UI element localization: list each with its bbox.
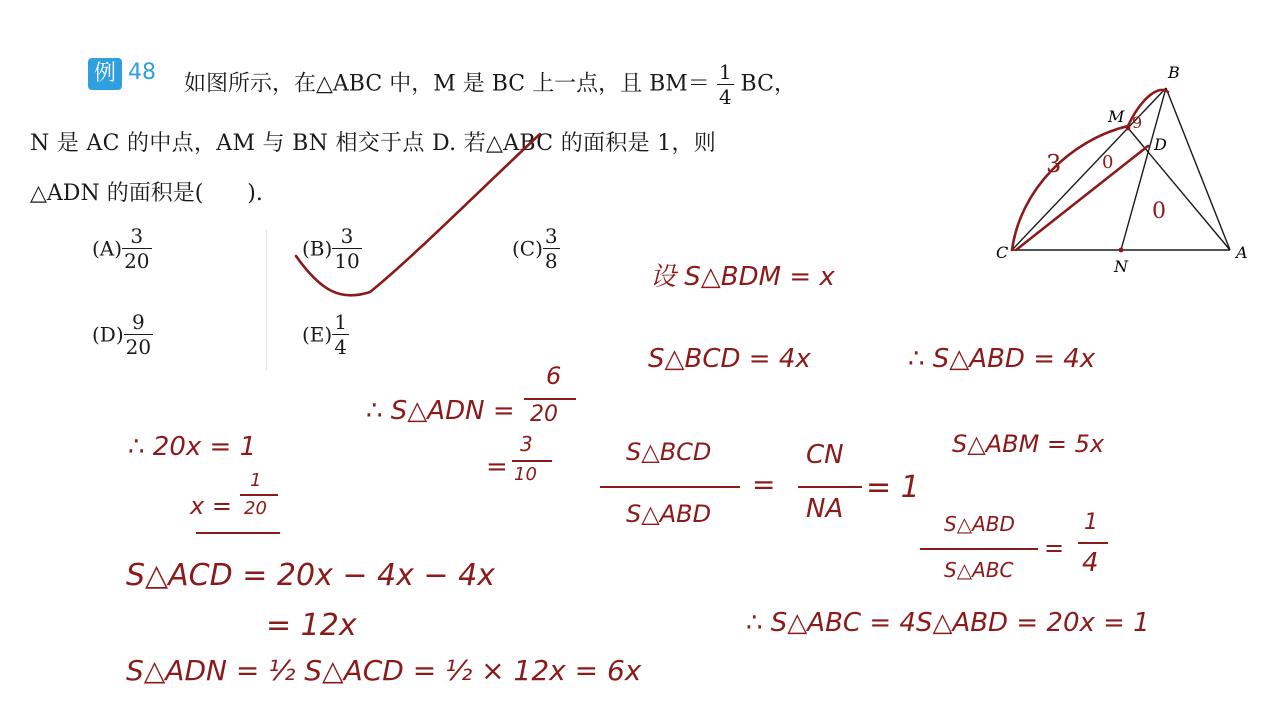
hw-cn-bar xyxy=(798,486,862,488)
checkmark-stroke xyxy=(290,130,550,310)
problem-line-1b: BC， xyxy=(740,71,796,97)
option-c-den: 8 xyxy=(544,249,558,273)
option-b-label: (B) xyxy=(302,236,333,261)
hw-ratio-den: S△ABD xyxy=(626,500,712,528)
option-b-num: 3 xyxy=(332,224,361,249)
hw-frac-bar xyxy=(920,548,1038,550)
option-c-label: (C) xyxy=(512,236,543,261)
option-d-label: (D) xyxy=(92,322,124,347)
example-badge: 例 xyxy=(88,58,122,90)
option-c-num: 3 xyxy=(544,224,558,248)
hw-sadn-final: S△ADN = ½ S△ACD = ½ × 12x = 6x xyxy=(126,654,642,687)
option-a-den: 20 xyxy=(124,249,150,273)
option-a[interactable] xyxy=(92,224,152,273)
annotation-0-upper: 0 xyxy=(1102,152,1114,173)
hw-frac-abc: S△ABC xyxy=(944,558,1014,582)
option-d-den: 20 xyxy=(125,335,152,359)
hw-sadn-top: ∴ S△ADN = xyxy=(366,396,515,426)
problem-line-3: △ADN 的面积是( ). xyxy=(30,181,263,206)
annotation-0-lower: 0 xyxy=(1152,199,1166,224)
hw-let-x: 设 S△BDM = x xyxy=(650,262,835,292)
hw-sadn2-num: 3 xyxy=(520,432,533,456)
point-n xyxy=(1119,248,1124,253)
problem-line-1a: 如图所示，在△ABC 中，M 是 BC 上一点，且 BM＝ xyxy=(184,71,710,97)
hw-eq-2: = xyxy=(1044,534,1065,562)
hw-quarter-bar xyxy=(1078,542,1108,544)
option-d-num: 9 xyxy=(124,310,153,335)
annotation-line-cd xyxy=(1016,146,1148,250)
hw-sadn2-bar xyxy=(512,460,552,462)
hw-sabd: ∴ S△ABD = 4x xyxy=(908,344,1096,374)
hw-na: NA xyxy=(806,494,844,524)
hw-quarter-num: 1 xyxy=(1084,510,1098,535)
hw-sabc: ∴ S△ABC = 4S△ABD = 20x = 1 xyxy=(746,608,1150,638)
hw-sadn-bar xyxy=(524,398,576,400)
label-n: N xyxy=(1114,257,1128,275)
hw-sbcd: S△BCD = 4x xyxy=(648,344,811,374)
hw-sadn2-eq: = xyxy=(486,452,508,482)
option-a-num: 3 xyxy=(122,224,151,249)
option-e-label: (E) xyxy=(302,322,333,347)
hw-sacd-2: = 12x xyxy=(266,608,357,643)
option-divider xyxy=(266,230,267,370)
side-ba xyxy=(1166,88,1230,250)
bm-frac-num: 1 xyxy=(718,60,732,84)
hw-x-num: 1 xyxy=(250,470,262,491)
option-a-label: (A) xyxy=(92,236,123,261)
label-a: A xyxy=(1236,243,1248,262)
point-m xyxy=(1126,126,1131,131)
hw-cn: CN xyxy=(806,440,844,470)
label-c: C xyxy=(996,243,1009,262)
hw-sacd-1: S△ACD = 20x − 4x − 4x xyxy=(126,558,495,593)
hw-20x: ∴ 20x = 1 xyxy=(128,432,257,462)
option-e-den: 4 xyxy=(334,335,347,359)
bm-fraction xyxy=(717,60,734,109)
triangle-diagram xyxy=(990,60,1260,275)
hw-x-bar xyxy=(240,494,278,496)
hw-eq-one: = 1 xyxy=(866,470,920,505)
annotation-3: 3 xyxy=(1046,150,1062,178)
option-b-den: 10 xyxy=(334,249,360,273)
hw-sadn-den: 20 xyxy=(530,402,558,427)
hw-x-eq: x = xyxy=(190,492,232,520)
hw-ratio-num: S△BCD xyxy=(626,438,712,466)
label-d: D xyxy=(1154,135,1167,154)
hw-quarter-den: 4 xyxy=(1082,548,1099,578)
hw-sadn-num: 6 xyxy=(546,362,562,390)
hw-underline xyxy=(196,532,280,534)
label-b: B xyxy=(1168,63,1180,82)
hw-frac-abd: S△ABD xyxy=(944,512,1015,536)
option-d[interactable] xyxy=(92,310,153,359)
option-e-num: 1 xyxy=(334,310,347,334)
annotation-9: 9 xyxy=(1132,113,1143,132)
segment-am xyxy=(1128,128,1230,250)
hw-sadn2-den: 10 xyxy=(514,464,537,485)
example-number: 48 xyxy=(128,60,156,85)
option-e[interactable] xyxy=(302,310,349,359)
hw-x-den: 20 xyxy=(244,498,267,519)
hw-eq-1: = xyxy=(752,468,776,501)
label-m: M xyxy=(1108,107,1125,126)
hw-ratio-bar xyxy=(600,486,740,488)
hw-sabm: S△ABM = 5x xyxy=(952,430,1105,458)
problem-line-1 xyxy=(184,60,796,109)
problem-line-2: N 是 AC 的中点，AM 与 BN 相交于点 D. 若△ABC 的面积是 1，则 xyxy=(30,131,717,156)
bm-frac-den: 4 xyxy=(718,85,732,109)
